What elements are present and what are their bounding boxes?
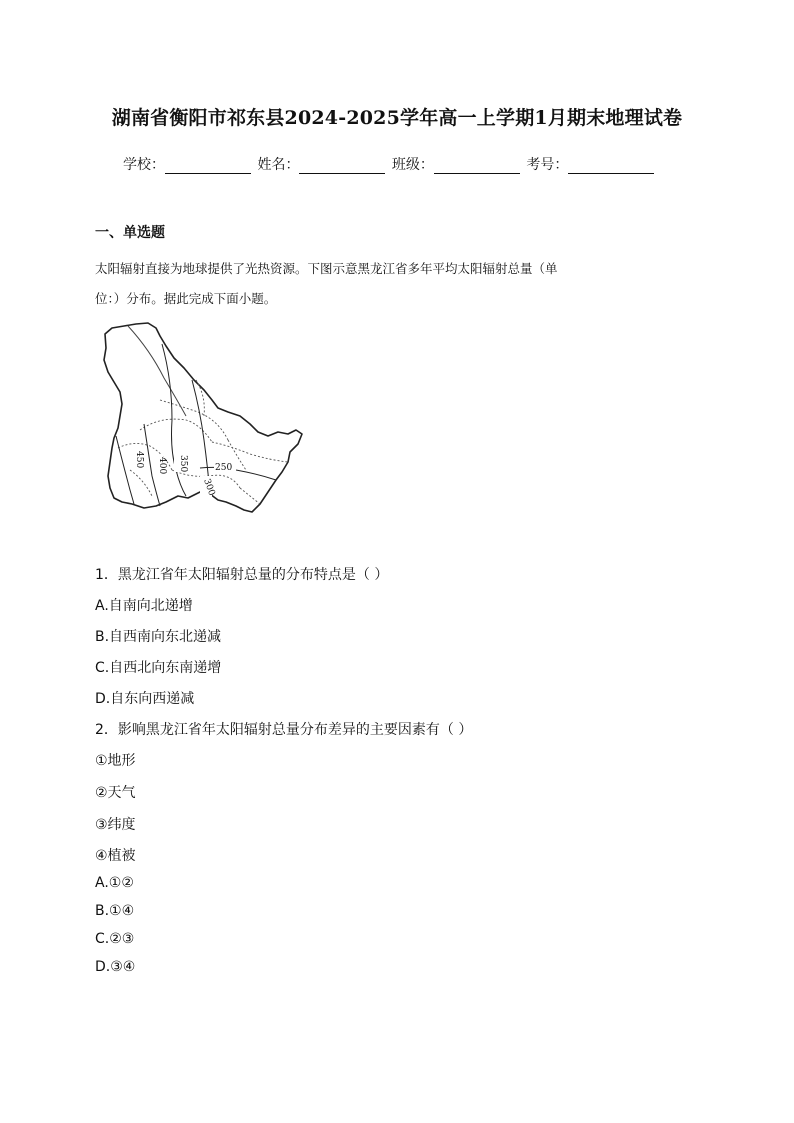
heilongjiang-radiation-map bbox=[100, 320, 305, 520]
question-2-stem: 2．影响黑龙江省年太阳辐射总量分布差异的主要因素有（ ） bbox=[95, 722, 473, 738]
number-label: 考号： bbox=[526, 157, 569, 173]
river-line bbox=[128, 326, 186, 416]
question-2-option-a[interactable]: A.①② bbox=[95, 875, 134, 891]
isoline-label-450: 450 bbox=[134, 451, 144, 469]
intro-line-1: 太阳辐射直接为地球提供了光热资源。下图示意黑龙江省多年平均太阳辐射总量（单 bbox=[95, 261, 558, 276]
question-2-factor-3: ③纬度 bbox=[95, 817, 136, 833]
class-field[interactable] bbox=[434, 159, 520, 174]
student-info-row bbox=[123, 154, 656, 174]
question-2-factor-2: ②天气 bbox=[95, 785, 136, 801]
question-2-option-d[interactable]: D.③④ bbox=[95, 959, 136, 975]
question-1-option-d[interactable]: D.自东向西递减 bbox=[95, 691, 195, 707]
isoline-label-300: 300 bbox=[201, 477, 217, 498]
isoline-label-400: 400 bbox=[157, 457, 167, 475]
question-1-stem: 1．黑龙江省年太阳辐射总量的分布特点是（ ） bbox=[95, 567, 389, 583]
name-label: 姓名： bbox=[257, 157, 300, 173]
page-title: 湖南省衡阳市祁东县2024-2025学年高一上学期1月期末地理试卷 bbox=[111, 107, 683, 129]
question-1-option-a[interactable]: A.自南向北递增 bbox=[95, 598, 193, 614]
question-2-factor-4: ④植被 bbox=[95, 848, 136, 864]
name-field[interactable] bbox=[299, 159, 385, 174]
section-heading: 一、单选题 bbox=[95, 225, 165, 241]
number-field[interactable] bbox=[568, 159, 654, 174]
isoline-label-350: 350 bbox=[178, 455, 188, 473]
isoline-label-250: 250 bbox=[215, 463, 233, 473]
school-field[interactable] bbox=[165, 159, 251, 174]
school-label: 学校： bbox=[123, 157, 165, 173]
class-label: 班级： bbox=[391, 157, 434, 173]
intro-line-2: 位：）分布。据此完成下面小题。 bbox=[95, 291, 277, 306]
question-2-option-c[interactable]: C.②③ bbox=[95, 931, 135, 947]
question-2-factor-1: ①地形 bbox=[95, 753, 136, 769]
question-1-option-c[interactable]: C.自西北向东南递增 bbox=[95, 660, 222, 676]
question-2-option-b[interactable]: B.①④ bbox=[95, 903, 135, 919]
question-1-option-b[interactable]: B.自西南向东北递减 bbox=[95, 629, 222, 645]
